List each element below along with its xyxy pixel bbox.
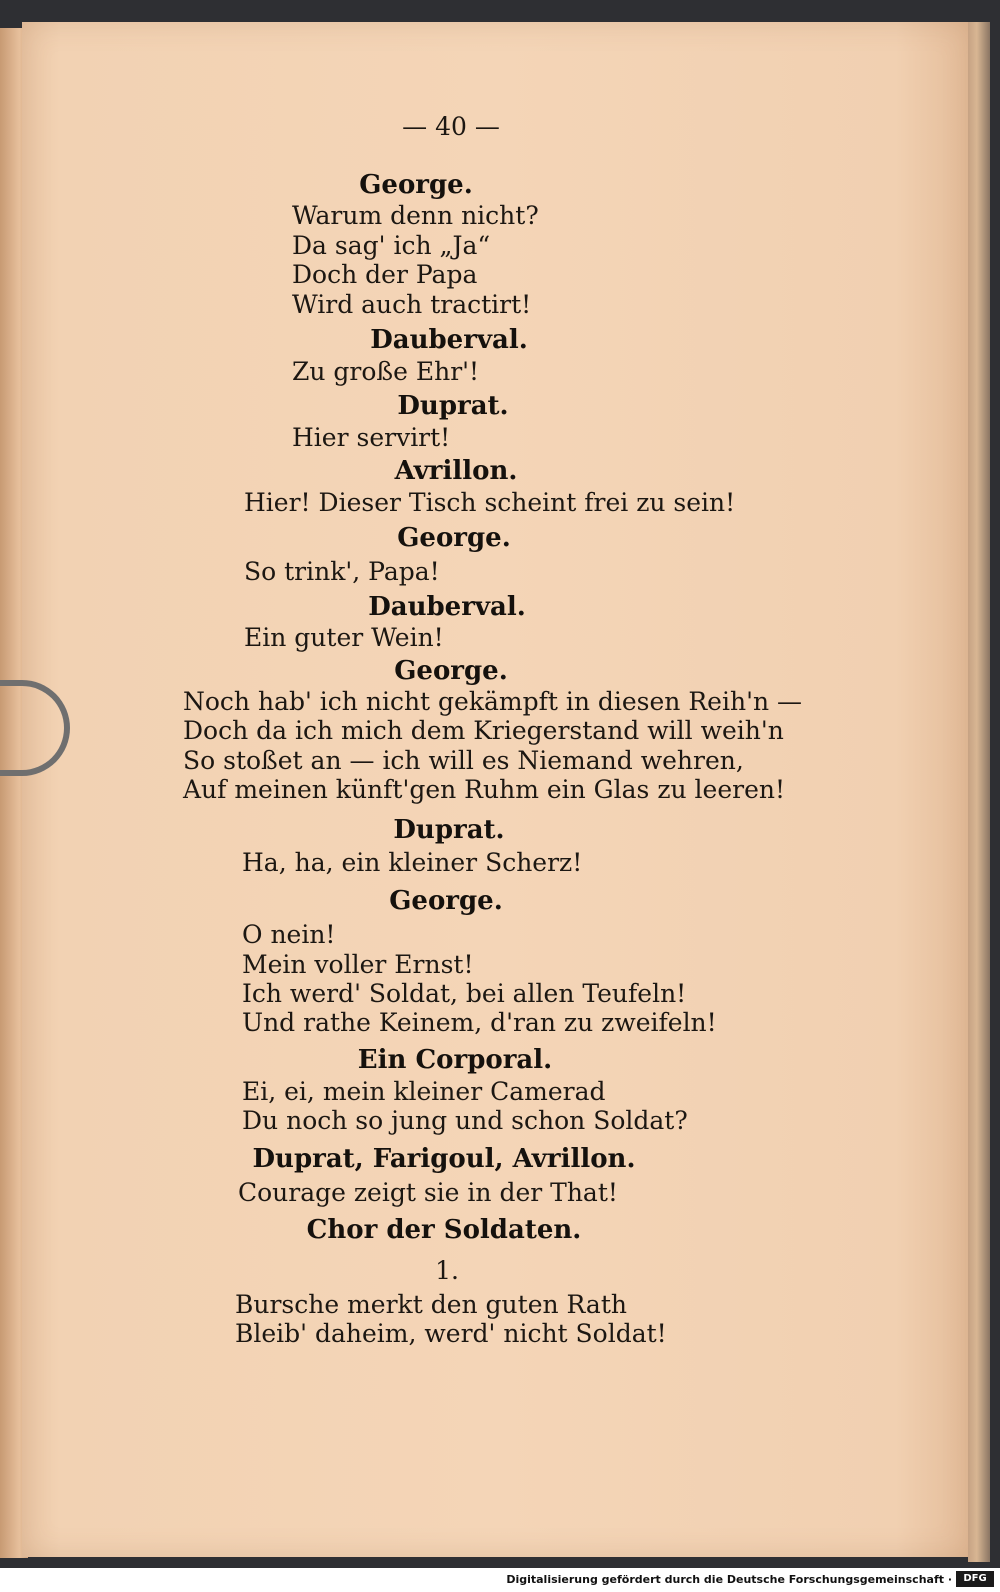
speaker-dauberval: Dauberval. — [370, 325, 528, 355]
text-line: Doch da ich mich dem Kriegerstand will weih'n — [183, 716, 784, 745]
text-line: Bleib' daheim, werd' nicht Soldat! — [235, 1319, 667, 1348]
text-line: Auf meinen künft'gen Ruhm ein Glas zu leeren! — [183, 775, 786, 804]
speaker-george: George. — [359, 170, 473, 200]
text-line: Ha, ha, ein kleiner Scherz! — [242, 848, 583, 877]
speaker-corporal: Ein Corporal. — [357, 1045, 553, 1075]
speaker-avrillon: Avrillon. — [394, 456, 518, 486]
text-line: Zu große Ehr'! — [292, 357, 480, 386]
text-line: So trink', Papa! — [244, 557, 440, 586]
right-page-edge — [968, 22, 990, 1562]
page-number: — 40 — — [402, 112, 500, 141]
text-line: Ei, ei, mein kleiner Camerad — [242, 1077, 606, 1106]
speaker-george: George. — [397, 523, 511, 553]
text-line: So stoßet an — ich will es Niemand wehren, — [183, 746, 744, 775]
speaker-dauberval: Dauberval. — [368, 592, 526, 622]
text-line: Ein guter Wein! — [244, 623, 444, 652]
dfg-logo: DFG — [956, 1571, 994, 1587]
text-line: Hier! Dieser Tisch scheint frei zu sein! — [244, 488, 736, 517]
speaker-george: George. — [394, 656, 508, 686]
text-line: Und rathe Keinem, d'ran zu zweifeln! — [242, 1008, 717, 1037]
text-line: Du noch so jung und schon Soldat? — [242, 1106, 688, 1135]
text-line: Courage zeigt sie in der That! — [238, 1178, 618, 1207]
text-line: Ich werd' Soldat, bei allen Teufeln! — [242, 979, 687, 1008]
text-line: Wird auch tractirt! — [292, 290, 532, 319]
text-line: O nein! — [242, 920, 336, 949]
text-line: Noch hab' ich nicht gekämpft in diesen Reih'n — — [183, 687, 802, 716]
text-line: Hier servirt! — [292, 423, 451, 452]
text-line: Mein voller Ernst! — [242, 950, 474, 979]
digitization-credit: Digitalisierung gefördert durch die Deutsche Forschungsgemeinschaft · — [506, 1573, 952, 1586]
speaker-george: George. — [389, 886, 503, 916]
speaker-trio: Duprat, Farigoul, Avrillon. — [252, 1144, 636, 1174]
speaker-duprat: Duprat. — [393, 815, 505, 845]
speaker-duprat: Duprat. — [397, 391, 509, 421]
text-line: Warum denn nicht? — [292, 201, 539, 230]
text-line: Doch der Papa — [292, 260, 478, 289]
verse-number: 1. — [435, 1256, 459, 1285]
text-line: Da sag' ich „Ja“ — [292, 231, 491, 260]
text-line: Bursche merkt den guten Rath — [235, 1290, 627, 1319]
heading-chorus: Chor der Soldaten. — [306, 1215, 582, 1245]
